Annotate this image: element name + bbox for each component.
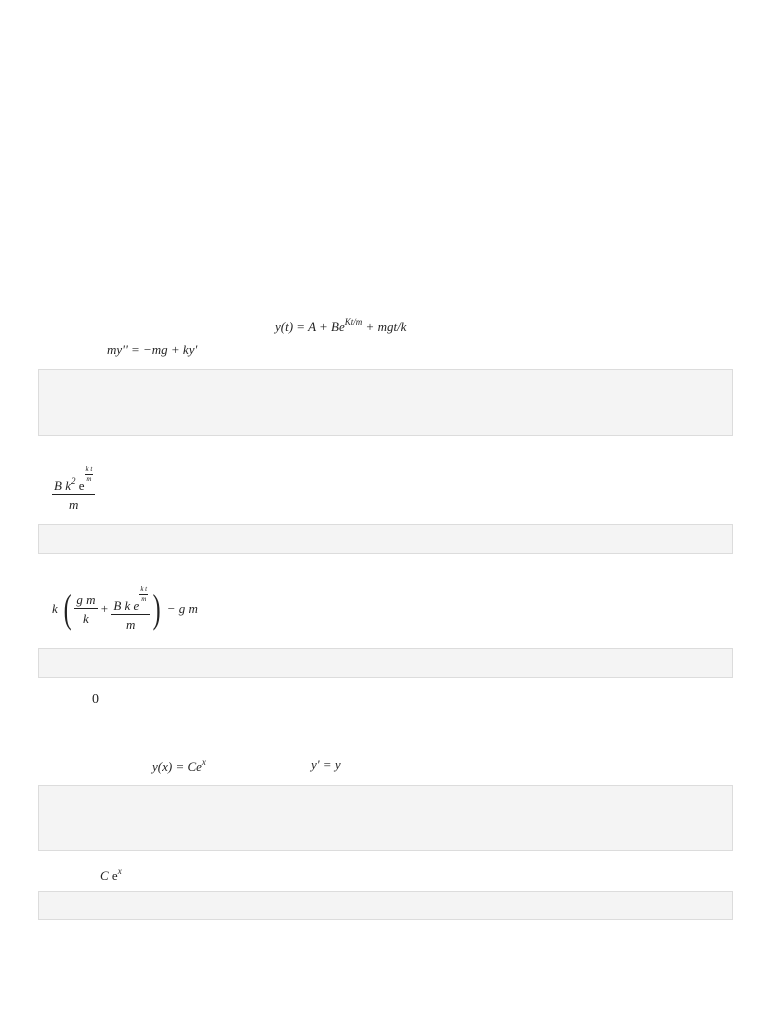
- output-force-expression: [52, 586, 198, 631]
- euler-e: e: [108, 868, 118, 883]
- output-solution: [100, 867, 122, 882]
- equation-y-of-t: [275, 318, 406, 333]
- numerator-bke-text: B k e: [113, 598, 140, 613]
- code-input-cell-1[interactable]: [38, 369, 733, 436]
- fraction-bke-over-m: [111, 586, 150, 631]
- code-input-cell-5[interactable]: [38, 891, 733, 920]
- constant-c: C: [100, 868, 109, 883]
- left-paren: (: [63, 585, 72, 631]
- solution-exponent: x: [117, 866, 122, 876]
- equation-y-prime: y' = y: [311, 757, 341, 772]
- equation-y-of-x-exponent: x: [201, 757, 206, 767]
- output-second-derivative: [52, 466, 95, 511]
- square-exponent: 2: [70, 476, 76, 486]
- fraction-gm-over-k: [74, 593, 97, 625]
- factor-k: k: [52, 601, 58, 616]
- euler-e: e: [75, 478, 85, 493]
- fraction-gm-numerator: g m: [76, 591, 96, 607]
- code-input-cell-4[interactable]: [38, 785, 733, 851]
- fraction-gm-denominator: k: [83, 610, 89, 626]
- exponent-denominator: m: [141, 595, 147, 603]
- fraction-bke-denominator: m: [126, 617, 136, 632]
- plus-sign: +: [100, 601, 109, 616]
- exponent-fraction: [139, 586, 148, 603]
- exponent-denominator: m: [86, 475, 92, 483]
- output-zero: 0: [92, 692, 99, 707]
- fraction-bke-numerator: [111, 586, 150, 615]
- right-paren: ): [152, 585, 161, 631]
- code-input-cell-3[interactable]: [38, 648, 733, 678]
- equation-ode: my'' = −mg + ky': [107, 342, 198, 357]
- exponent-fraction: [85, 466, 94, 483]
- fraction-denominator: m: [68, 497, 79, 512]
- code-input-cell-2[interactable]: [38, 524, 733, 554]
- minus-gm: − g m: [166, 601, 198, 616]
- numerator-text: B k: [54, 478, 71, 493]
- equation-y-of-x-base: y(x) = Ce: [152, 759, 202, 774]
- equation-y-of-t-rhs: + mgt/k: [362, 319, 407, 334]
- equation-y-of-x: [152, 758, 206, 773]
- fraction: [52, 466, 95, 511]
- exponent-numerator: k t: [85, 465, 93, 473]
- equation-y-of-t-lhs: y(t) = A + Be: [275, 319, 345, 334]
- exponent-numerator: k t: [140, 585, 148, 593]
- fraction-numerator: [52, 466, 95, 495]
- equation-y-of-t-exponent: Kt/m: [344, 317, 363, 327]
